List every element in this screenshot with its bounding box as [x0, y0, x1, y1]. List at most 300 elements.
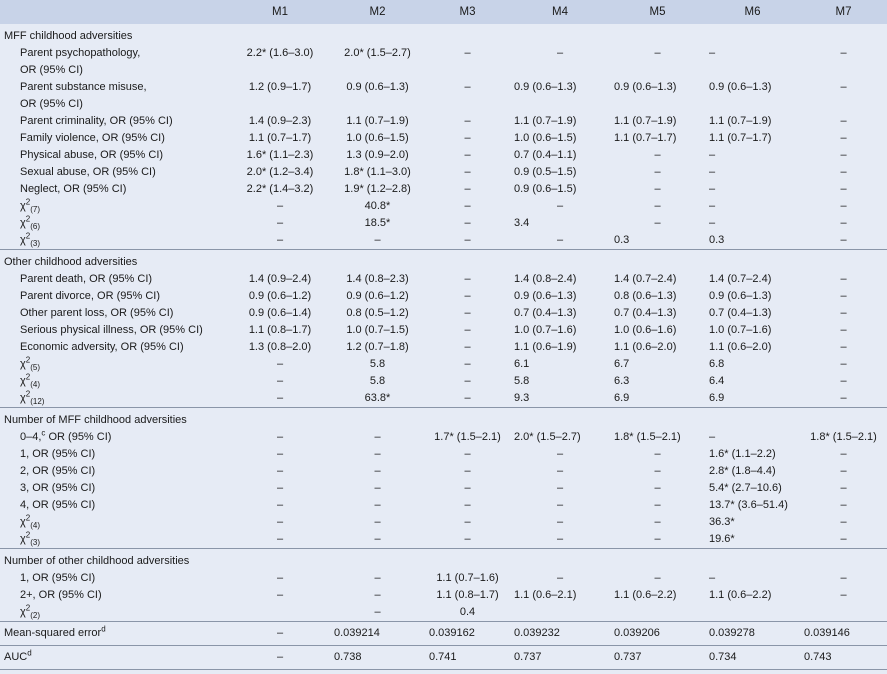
cell-m6: – [709, 431, 716, 443]
row-label-text: 1, OR (95% CI) [20, 448, 96, 460]
cell-m5: 6.3 [614, 375, 630, 387]
row-label [0, 130, 230, 147]
chi-square-row [0, 514, 887, 531]
cell-m5: – [654, 166, 661, 178]
stat-cell-m2: 0.039214 [330, 622, 425, 646]
empty-cell [510, 24, 610, 45]
header-cell-m7: M7 [835, 6, 852, 18]
cell-m1: – [276, 358, 284, 370]
cell-m4: – [556, 516, 564, 528]
cell-m6: 6.8 [709, 358, 725, 370]
cell-m4: 1.1 (0.6–2.1) [514, 589, 577, 601]
row-label-text: Parent divorce, OR (95% CI) [20, 290, 160, 302]
cell-m1: – [276, 375, 284, 387]
cell-m4: – [556, 465, 564, 477]
cell-m2: – [374, 516, 381, 528]
cell-m3: 1.7* (1.5–2.1) [434, 431, 501, 443]
cell-m2: 2.0* (1.5–2.7) [344, 47, 411, 59]
empty-cell [330, 250, 425, 272]
header-cell-m1: M1 [272, 6, 288, 18]
section-title: Other childhood adversities [0, 250, 230, 272]
row-label [0, 79, 230, 113]
chi-exponent: 2 [25, 603, 31, 613]
empty-cell [510, 549, 610, 571]
cell-m7: – [840, 499, 847, 511]
cell-m7: – [840, 81, 847, 93]
cell-m6: 0.3 [709, 234, 725, 246]
row-label-line2: OR (95% CI) [20, 64, 83, 76]
row-label-text: Parent death, OR (95% CI) [20, 273, 153, 285]
cell-m3: – [464, 47, 471, 59]
cell-m5: 0.9 (0.6–1.3) [614, 81, 677, 93]
empty-cell [230, 549, 330, 571]
cell-m2: 1.2 (0.7–1.8) [346, 341, 409, 353]
row-label [0, 113, 230, 130]
cell-m2: 40.8* [364, 200, 391, 212]
stat-cell-m6: 0.734 [705, 646, 800, 670]
empty-cell [705, 24, 800, 45]
row-label [0, 147, 230, 164]
row-label-text: 2, OR (95% CI) [20, 465, 96, 477]
empty-cell [425, 250, 510, 272]
cell-m6: 13.7* (3.6–51.4) [709, 499, 788, 511]
cell-m4: 2.0* (1.5–2.7) [514, 431, 581, 443]
cell-m1: 1.4 (0.9–2.4) [248, 273, 312, 285]
cell-m1: 1.2 (0.9–1.7) [248, 81, 312, 93]
cell-m5: 0.8 (0.6–1.3) [614, 290, 677, 302]
cell-m1: – [276, 234, 284, 246]
cell-m4: – [556, 533, 564, 545]
cell-m4: – [556, 572, 564, 584]
cell-m5: 1.1 (0.7–1.9) [614, 115, 677, 127]
chi-square-row [0, 373, 887, 390]
chi-df: (12) [30, 397, 45, 407]
cell-m5: – [654, 448, 661, 460]
cell-m2: 1.8* (1.1–3.0) [344, 166, 411, 178]
chi-symbol: χ [20, 234, 26, 246]
cell-m2: – [374, 589, 381, 601]
cell-m6: – [709, 200, 716, 212]
stat-cell-m1: – [230, 646, 330, 670]
cell-m4: 0.9 (0.6–1.3) [514, 290, 577, 302]
chi-exponent: 2 [25, 530, 31, 540]
cell-m6: 6.9 [709, 392, 725, 404]
cell-m2: 1.0 (0.7–1.5) [346, 324, 409, 336]
cell-m7: – [840, 273, 847, 285]
header-cell-m5: M5 [649, 6, 666, 18]
cell-m4: 0.9 (0.6–1.5) [514, 183, 577, 195]
cell-m5: 0.3 [614, 234, 630, 246]
cell-m3: – [464, 358, 471, 370]
chi-df: (3) [30, 239, 41, 249]
row-label-text: Family violence, OR (95% CI) [20, 132, 165, 144]
cell-m1: – [276, 200, 284, 212]
table-row [0, 147, 887, 164]
stat-cell-m5: 0.039206 [610, 622, 705, 646]
cell-m1: – [276, 533, 284, 545]
cell-m3: – [464, 166, 471, 178]
cell-m1: 2.2* (1.6–3.0) [246, 47, 314, 59]
header-cell-m4: M4 [552, 6, 568, 18]
cell-m7: – [840, 115, 847, 127]
row-label [0, 531, 230, 549]
cell-m3: – [464, 273, 471, 285]
cell-m7: – [840, 200, 847, 212]
cell-m6: 36.3* [709, 516, 735, 528]
stat-row [0, 646, 887, 670]
row-label-text: 1, OR (95% CI) [20, 572, 96, 584]
empty-cell [510, 250, 610, 272]
section-title: Number of other childhood adversities [0, 549, 230, 571]
cell-m5: – [654, 572, 661, 584]
table-row [0, 339, 887, 356]
stat-cell-m1: – [230, 622, 330, 646]
cell-m1: 2.0* (1.2–3.4) [246, 166, 314, 178]
empty-cell [800, 24, 887, 45]
cell-m5: – [654, 533, 661, 545]
cell-m3: – [464, 132, 471, 144]
cell-m1: – [276, 217, 284, 229]
cell-m4: 0.9 (0.6–1.3) [514, 81, 577, 93]
empty-cell [705, 408, 800, 430]
row-label [0, 429, 230, 446]
cell-m2: 18.5* [364, 217, 391, 229]
table-row [0, 322, 887, 339]
row-label [0, 390, 230, 408]
cell-m3: – [464, 200, 471, 212]
cell-m1: 0.9 (0.6–1.2) [248, 290, 312, 302]
row-label [0, 271, 230, 288]
row-label [0, 288, 230, 305]
cell-m3: 1.1 (0.7–1.6) [436, 572, 499, 584]
cell-m5: – [654, 47, 661, 59]
cell-m3: – [464, 290, 471, 302]
section-header-row [0, 408, 887, 430]
cell-m5 [610, 604, 705, 622]
cell-m4: 0.7 (0.4–1.1) [514, 149, 577, 161]
cell-m3: – [464, 81, 471, 93]
row-label-text: Physical abuse, OR (95% CI) [20, 149, 164, 161]
cell-m1: 2.2* (1.4–3.2) [246, 183, 314, 195]
chi-exponent: 2 [25, 513, 31, 523]
cell-m7 [800, 604, 887, 622]
stat-cell-m5: 0.737 [610, 646, 705, 670]
row-label [0, 215, 230, 232]
cell-m7: – [840, 465, 847, 477]
empty-cell [425, 408, 510, 430]
cell-m4: 6.1 [514, 358, 530, 370]
cell-m6: – [709, 166, 716, 178]
table-row [0, 587, 887, 604]
cell-m5: 1.0 (0.6–1.6) [614, 324, 677, 336]
row-label [0, 181, 230, 198]
cell-m2: – [374, 482, 381, 494]
row-label [0, 339, 230, 356]
cell-m2: – [374, 499, 381, 511]
cell-m1: – [276, 465, 284, 477]
cell-m5: 1.1 (0.6–2.0) [614, 341, 677, 353]
row-label-text: Serious physical illness, OR (95% CI) [20, 324, 203, 336]
empty-cell [330, 408, 425, 430]
cell-m1: 1.4 (0.9–2.3) [248, 115, 312, 127]
chi-symbol: χ [20, 200, 26, 212]
table-row [0, 79, 887, 113]
cell-m3: – [464, 149, 471, 161]
empty-cell [510, 408, 610, 430]
row-label-text: Sexual abuse, OR (95% CI) [20, 166, 156, 178]
stat-cell-m3: 0.039162 [425, 622, 510, 646]
cell-m2: – [374, 606, 381, 618]
cell-m5: 0.7 (0.4–1.3) [614, 307, 677, 319]
cell-m6: 0.9 (0.6–1.3) [709, 290, 772, 302]
chi-symbol: χ [20, 392, 26, 404]
cell-m3: – [464, 499, 471, 511]
cell-m2: – [374, 234, 381, 246]
cell-m3: – [464, 392, 471, 404]
cell-m4: 1.4 (0.8–2.4) [514, 273, 577, 285]
header-cell-m3: M3 [459, 6, 476, 18]
cell-m1: – [276, 431, 284, 443]
chi-square-row [0, 198, 887, 215]
cell-m1: – [276, 448, 284, 460]
cell-m2: 0.9 (0.6–1.2) [346, 290, 409, 302]
cell-m7: – [840, 448, 847, 460]
table-row [0, 181, 887, 198]
stat-label-text: Mean-squared error [4, 627, 102, 639]
row-label [0, 587, 230, 604]
cell-m3: – [464, 115, 471, 127]
stat-label [0, 646, 230, 670]
cell-m1: 1.1 (0.7–1.7) [248, 132, 312, 144]
cell-m4: – [556, 47, 564, 59]
row-label [0, 232, 230, 250]
cell-m6: – [709, 183, 716, 195]
cell-m2: 5.8 [369, 358, 386, 370]
cell-m7: – [840, 392, 847, 404]
row-label [0, 356, 230, 373]
row-label-text: Economic adversity, OR (95% CI) [20, 341, 184, 353]
row-label-text: 2+, OR (95% CI) [20, 589, 102, 601]
row-label [0, 164, 230, 181]
stat-cell-m7: 0.743 [800, 646, 887, 670]
empty-cell [230, 408, 330, 430]
row-label [0, 45, 230, 79]
cell-m5: – [654, 183, 661, 195]
cell-m7: – [840, 307, 847, 319]
empty-cell [800, 408, 887, 430]
cell-m5: – [654, 149, 661, 161]
cell-m6: 0.9 (0.6–1.3) [709, 81, 772, 93]
table-row [0, 429, 887, 446]
cell-m3: 1.1 (0.8–1.7) [436, 589, 499, 601]
stat-row [0, 622, 887, 646]
cell-m1: – [276, 392, 284, 404]
cell-m2: 5.8 [369, 375, 386, 387]
cell-m3: – [464, 465, 471, 477]
cell-m3: – [464, 482, 471, 494]
cell-m7: – [840, 166, 847, 178]
cell-m6: 0.7 (0.4–1.3) [709, 307, 772, 319]
stat-cell-m2: 0.738 [330, 646, 425, 670]
cell-m6: 1.1 (0.6–2.0) [709, 341, 772, 353]
chi-exponent: 2 [25, 231, 31, 241]
empty-cell [330, 549, 425, 571]
cell-m7: – [840, 234, 847, 246]
cell-m2: – [374, 465, 381, 477]
chi-symbol: χ [20, 358, 26, 370]
cell-m4: 1.0 (0.7–1.6) [514, 324, 577, 336]
table-row [0, 271, 887, 288]
row-label [0, 463, 230, 480]
row-label [0, 514, 230, 531]
cell-m5: – [654, 516, 661, 528]
cell-m1: – [276, 482, 284, 494]
cell-m6: 2.8* (1.8–4.4) [709, 465, 776, 477]
cell-m2: 1.0 (0.6–1.5) [346, 132, 409, 144]
empty-cell [425, 24, 510, 45]
cell-m3: – [464, 234, 471, 246]
cell-m1: – [276, 589, 284, 601]
cell-m7: – [840, 47, 847, 59]
footnote-marker: d [101, 624, 106, 634]
header-cell-m6: M6 [744, 6, 761, 18]
empty-cell [610, 549, 705, 571]
empty-cell [705, 250, 800, 272]
cell-m2: – [374, 533, 381, 545]
cell-m4: – [556, 448, 564, 460]
cell-m1: 0.9 (0.6–1.4) [248, 307, 312, 319]
cell-m1 [230, 604, 330, 622]
table-row [0, 497, 887, 514]
cell-m4: – [556, 200, 564, 212]
table-row [0, 463, 887, 480]
chi-square-row [0, 604, 887, 622]
cell-m6: – [709, 149, 716, 161]
chi-symbol: χ [20, 533, 26, 545]
cell-m5: – [654, 465, 661, 477]
cell-m7: – [840, 183, 847, 195]
cell-m7: – [840, 290, 847, 302]
chi-exponent: 2 [25, 197, 31, 207]
row-label-text: 0–4, [20, 431, 42, 443]
cell-m7: – [840, 589, 847, 601]
stat-cell-m6: 0.039278 [705, 622, 800, 646]
cell-m2: 63.8* [364, 392, 391, 404]
cell-m1: – [276, 572, 284, 584]
stat-cell-m3: 0.741 [425, 646, 510, 670]
table-row [0, 305, 887, 322]
cell-m4: 1.0 (0.6–1.5) [514, 132, 577, 144]
row-label-tail: OR (95% CI) [45, 431, 112, 443]
row-label [0, 198, 230, 215]
cell-m5: 1.4 (0.7–2.4) [614, 273, 677, 285]
row-label-text: Parent psychopathology, [20, 47, 141, 59]
chi-exponent: 2 [25, 355, 31, 365]
cell-m7: – [840, 341, 847, 353]
cell-m5: – [654, 482, 661, 494]
row-label-text: 3, OR (95% CI) [20, 482, 96, 494]
row-label-line2: OR (95% CI) [20, 98, 83, 110]
row-label [0, 305, 230, 322]
cell-m5: – [654, 217, 661, 229]
cell-m7: – [840, 533, 847, 545]
chi-square-row [0, 232, 887, 250]
cell-m6: 1.1 (0.6–2.2) [709, 589, 772, 601]
chi-df: (4) [30, 521, 41, 531]
cell-m2: 0.8 (0.5–1.2) [346, 307, 409, 319]
cell-m2: – [374, 448, 381, 460]
cell-m4: – [556, 499, 564, 511]
cell-m6: – [709, 572, 716, 584]
chi-symbol: χ [20, 375, 26, 387]
cell-m6: 19.6* [709, 533, 735, 545]
table-row [0, 113, 887, 130]
cell-m7: – [840, 375, 847, 387]
cell-m3: – [464, 375, 471, 387]
row-label-text: 4, OR (95% CI) [20, 499, 96, 511]
empty-cell [610, 408, 705, 430]
chi-df: (4) [30, 380, 41, 390]
cell-m6: 1.1 (0.7–1.9) [709, 115, 772, 127]
cell-m1: – [276, 499, 284, 511]
cell-m7: – [840, 516, 847, 528]
cell-m3: – [464, 341, 471, 353]
cell-m3: – [464, 448, 471, 460]
empty-cell [330, 24, 425, 45]
chi-symbol: χ [20, 606, 26, 618]
cell-m5: 1.8* (1.5–2.1) [614, 431, 681, 443]
cell-m7: – [840, 132, 847, 144]
chi-df: (6) [30, 222, 41, 232]
row-label [0, 570, 230, 587]
cell-m6: – [709, 217, 716, 229]
cell-m7: – [840, 482, 847, 494]
cell-m7: 1.8* (1.5–2.1) [810, 431, 877, 443]
empty-cell [800, 250, 887, 272]
chi-square-row [0, 215, 887, 232]
table-row [0, 164, 887, 181]
chi-df: (2) [30, 611, 41, 621]
cell-m3: – [464, 217, 471, 229]
chi-square-row [0, 390, 887, 408]
cell-m7: – [840, 572, 847, 584]
cell-m5: 1.1 (0.6–2.2) [614, 589, 677, 601]
cell-m6: 1.4 (0.7–2.4) [709, 273, 772, 285]
cell-m1: 1.1 (0.8–1.7) [248, 324, 312, 336]
stat-label [0, 622, 230, 646]
cell-m1: – [276, 516, 284, 528]
chi-df: (5) [30, 363, 41, 373]
cell-m2: 1.3 (0.9–2.0) [346, 149, 409, 161]
cell-m7: – [840, 149, 847, 161]
cell-m4: 1.1 (0.7–1.9) [514, 115, 577, 127]
cell-m2: 0.9 (0.6–1.3) [346, 81, 409, 93]
stat-cell-m4: 0.039232 [510, 622, 610, 646]
cell-m2: – [374, 572, 381, 584]
section-title: Number of MFF childhood adversities [0, 408, 230, 430]
cell-m7: – [840, 217, 847, 229]
cell-m3: – [464, 324, 471, 336]
cell-m2: 1.1 (0.7–1.9) [346, 115, 409, 127]
cell-m4: 9.3 [514, 392, 530, 404]
cell-m6 [705, 604, 800, 622]
cell-m3: – [464, 307, 471, 319]
chi-exponent: 2 [25, 372, 31, 382]
empty-cell [705, 549, 800, 571]
empty-cell [800, 549, 887, 571]
cell-m6: – [709, 47, 716, 59]
chi-exponent: 2 [25, 389, 31, 399]
